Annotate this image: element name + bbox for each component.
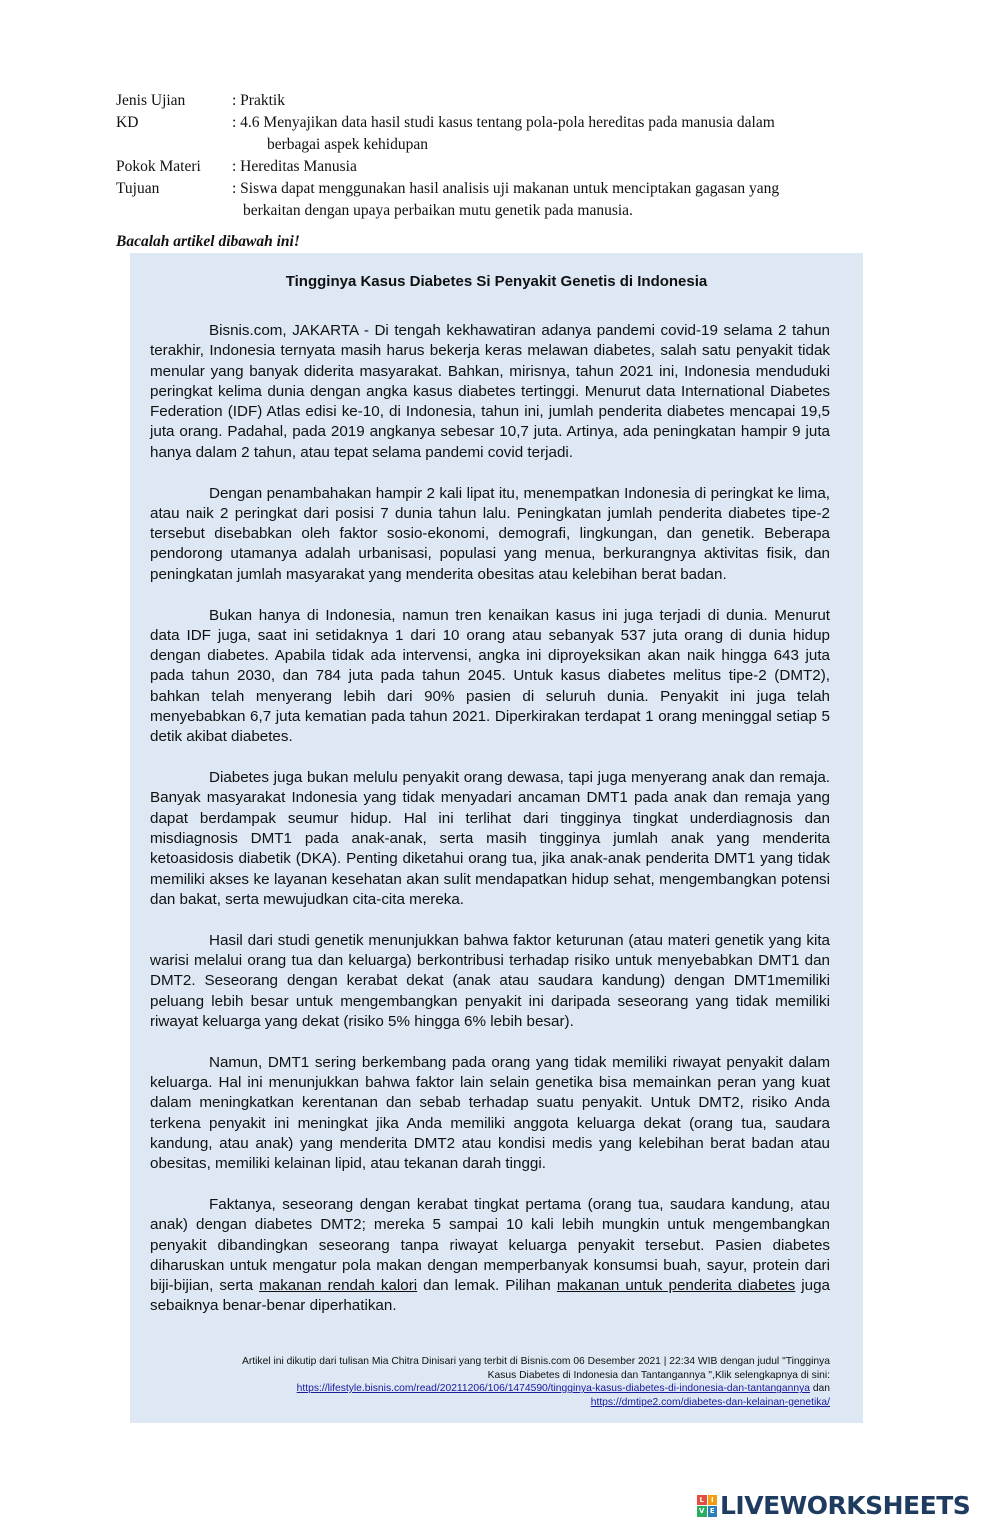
logo-box-letter: E <box>708 1506 718 1517</box>
diabetic-food-link[interactable]: makanan untuk penderita diabetes <box>556 1277 796 1295</box>
exam-type-row <box>116 90 876 112</box>
source-line4 <box>150 1396 830 1410</box>
kd-label: KD <box>116 114 139 131</box>
source-line3 <box>150 1382 830 1396</box>
article-paragraph-last <box>150 1195 830 1317</box>
kd-value-line2: berbagai aspek kehidupan <box>267 136 428 153</box>
liveworksheets-logo-icon <box>697 1495 717 1517</box>
source-line1: Artikel ini dikutip dari tulisan Mia Chitra Dinisari yang terbit di Bisnis.com 06 Desember 2021 | 22:34 WIB dengan judul "Tingginya <box>241 1356 830 1367</box>
reading-instruction: Bacalah artikel dibawah ini! <box>116 233 300 250</box>
article-title: Tingginya Kasus Diabetes Si Penyakit Genetis di Indonesia <box>285 273 708 290</box>
logo-box-letter: V <box>697 1506 707 1517</box>
exam-type-value: : Praktik <box>232 92 285 109</box>
article-paragraph: Dengan penambahakan hampir 2 kali lipat itu, menempatkan Indonesia di peringkat ke lima, atau naik 2 peringkat dari posisi 7 dunia tahun lalu. Peningkatan jumlah penderita diabetes tipe-2 tersebut disebabkan oleh faktor sosio-ekonomi, demografi, lingkungan, dan genetik. Beberapa pendorong utamanya adalah urbanisasi, populasi yang menua, berkurangnya aktivitas fisik, dan peningkatan jumlah masyarakat yang menderita obesitas atau kelebihan berat badan. <box>150 484 830 583</box>
article-paragraph: Bisnis.com, JAKARTA - Di tengah kekhawatiran adanya pandemi covid-19 selama 2 tahun terakhir, Indonesia ternyata masih harus bekerja keras melawan diabetes, salah satu penyakit tidak menular yang banyak diderita masyarakat. Bahkan, mirisnya, tahun 2021 ini, Indonesia menduduki peringkat kelima dunia dengan angka kasus diabetes tertinggi. Menurut data International Diabetes Federation (IDF) Atlas edisi ke-10, di Indonesia, tahun ini, jumlah penderita diabetes mencapai 19,5 juta orang. Padahal, pada 2019 angkanya sebesar 10,7 juta. Artinya, ada peningkatan hampir 9 juta hanya dalam 2 tahun, atau tepat selama pandemi covid terjadi. <box>150 322 830 461</box>
kd-value-line1: : 4.6 Menyajikan data hasil studi kasus tentang pola-pola hereditas pada manusia dalam <box>232 114 775 131</box>
topic-row <box>116 156 876 178</box>
goal-label: Tujuan <box>116 180 160 197</box>
paragraph-text: dan lemak. Pilihan <box>417 1277 557 1295</box>
source-url-bisnis[interactable]: https://lifestyle.bisnis.com/read/20211206/106/1474590/tingginya-kasus-diabetes-di-indonesia-dan-tantangannya <box>296 1383 810 1395</box>
low-calorie-food-link[interactable]: makanan rendah kalori <box>259 1277 418 1295</box>
paragraph-text: juga sebaiknya benar-benar diperhatikan. <box>150 1277 831 1315</box>
source-line2: Kasus Diabetes di Indonesia dan Tantangannya ",Klik selengkapnya di sini: <box>487 1369 830 1381</box>
goal-value-line1: : Siswa dapat menggunakan hasil analisis uji makanan untuk menciptakan gagasan yang <box>232 180 780 197</box>
article-body <box>150 321 830 1337</box>
liveworksheets-logo <box>697 1491 970 1520</box>
kd-value <box>232 112 876 156</box>
article-box <box>130 253 863 1423</box>
logo-box-letter: I <box>708 1495 718 1506</box>
logo-box-letter: L <box>697 1495 707 1506</box>
article-paragraph: Hasil dari studi genetik menunjukkan bahwa faktor keturunan (atau materi genetik yang kita warisi melalui orang tua dan keluarga) berkontribusi terhadap risiko untuk menyebabkan DMT1 dan DMT2. Seseorang dengan kerabat dekat (anak atau saudara kandung) dengan DMT1memiliki peluang lebih besar untuk mengembangkan penyakit ini daripada seseorang yang tidak memiliki riwayat keluarga yang dekat (risiko 5% hingga 6% lebih besar). <box>150 931 830 1030</box>
exam-type-label: Jenis Ujian <box>116 92 186 109</box>
goal-value-line2: berkaitan dengan upaya perbaikan mutu genetik pada manusia. <box>243 202 633 219</box>
article-paragraph: Namun, DMT1 sering berkembang pada orang yang tidak memiliki riwayat penyakit dalam keluarga. Hal ini menunjukkan bahwa faktor lain selain genetika bisa memainkan peran yang kuat dalam meningkatkan kerentanan dan sebab terhadap suatu penyakit. Untuk DMT2, risiko Anda terkena penyakit ini meningkat jika Anda memiliki anggota keluarga dekat (orang tua, saudara kandung, atau anak) yang menderita DMT2 atau kondisi medis yang kelebihan berat badan atau obesitas, memiliki kelainan lipid, atau tekanan darah tinggi. <box>150 1053 830 1173</box>
exam-info <box>116 90 876 222</box>
source-and: dan <box>809 1383 830 1395</box>
paragraph-text: Faktanya, seseorang dengan kerabat tingkat pertama (orang tua, saudara kandung, atau anak) dengan diabetes DMT2; mereka 5 sampai 10 kali lebih mungkin untuk mengembangkan penyakit dibandingkan seseorang tanpa riwayat keluarga penyakit tersebut. Pasien diabetes diharuskan untuk mengatur pola makan dengan memperbanyak konsumsi buah, sayur, protein dari biji-bijian, serta <box>150 1195 830 1295</box>
topic-value: : Hereditas Manusia <box>232 158 357 175</box>
kd-row <box>116 112 876 156</box>
liveworksheets-logo-text: LIVEWORKSHEETS <box>720 1491 971 1520</box>
goal-value <box>232 178 876 222</box>
topic-label: Pokok Materi <box>116 158 201 175</box>
source-url-dmtipe2[interactable]: https://dmtipe2.com/diabetes-dan-kelainan-genetika/ <box>590 1396 830 1408</box>
article-paragraph: Diabetes juga bukan melulu penyakit orang dewasa, tapi juga menyerang anak dan remaja. Banyak masyarakat Indonesia yang tidak menyadari ancaman DMT1 pada anak dan remaja yang dapat berdampak seumur hidup. Hal ini terlihat dari tingginya tingkat underdiagnosis dan misdiagnosis DMT1 pada anak-anak, serta masih tingginya jumlah anak yang menderita ketoasidosis diabetik (DKA). Penting diketahui orang tua, jika anak-anak penderita DMT1 yang tidak memiliki akses ke layanan kesehatan akan sulit mendapatkan hidup sehat, mengembangkan potensi dan bakat, serta mewujudkan cita-cita mereka. <box>150 769 830 908</box>
goal-row <box>116 178 876 222</box>
article-source-note <box>150 1355 830 1409</box>
article-paragraph: Bukan hanya di Indonesia, namun tren kenaikan kasus ini juga terjadi di dunia. Menurut data IDF juga, saat ini setidaknya 1 dari 10 orang atau sebanyak 537 juta orang di dunia hidup dengan diabetes. Apabila tidak ada intervensi, angka ini diproyeksikan akan naik hingga 643 juta pada tahun 2030, dan 784 juta pada tahun 2045. Untuk kasus diabetes melitus tipe-2 (DMT2), bahkan telah menyerang lebih dari 90% pasien di seluruh dunia. Penyakit ini juga telah menyebabkan 6,7 juta kematian pada tahun 2021. Diperkirakan terdapat 1 orang meninggal setiap 5 detik akibat diabetes. <box>150 606 830 746</box>
